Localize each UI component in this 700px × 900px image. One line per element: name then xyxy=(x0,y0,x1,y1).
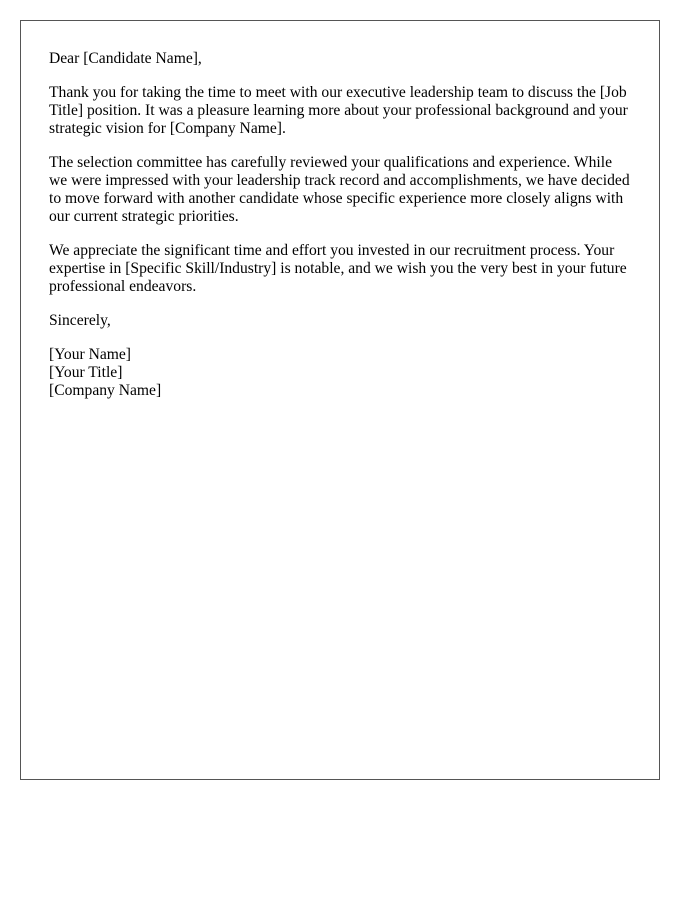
signature-company: [Company Name] xyxy=(49,382,162,399)
signature-name: [Your Name] xyxy=(49,346,132,363)
letter-paragraph-1: Thank you for taking the time to meet with our executive leadership team to discuss the [Job Title] position. It was a pleasure learning more about your professional background and your strategic vision for [Company Name]. xyxy=(49,84,628,137)
letter-body xyxy=(20,20,660,780)
signature-block xyxy=(49,346,631,400)
letter-paragraph-3: We appreciate the significant time and effort you invested in our recruitment process. Your expertise in [Specific Skill/Industry] is notable, and we wish you the very best in your future professional endeavors. xyxy=(49,242,627,295)
letter-greeting: Dear [Candidate Name], xyxy=(49,50,202,67)
letter-paragraph-2: The selection committee has carefully reviewed your qualifications and experience. While we were impressed with your leadership track record and accomplishments, we have decided to move forward with another candidate whose specific experience more closely aligns with our current strategic priorities. xyxy=(49,154,630,225)
letter-closing: Sincerely, xyxy=(49,312,111,329)
signature-title: [Your Title] xyxy=(49,364,123,381)
